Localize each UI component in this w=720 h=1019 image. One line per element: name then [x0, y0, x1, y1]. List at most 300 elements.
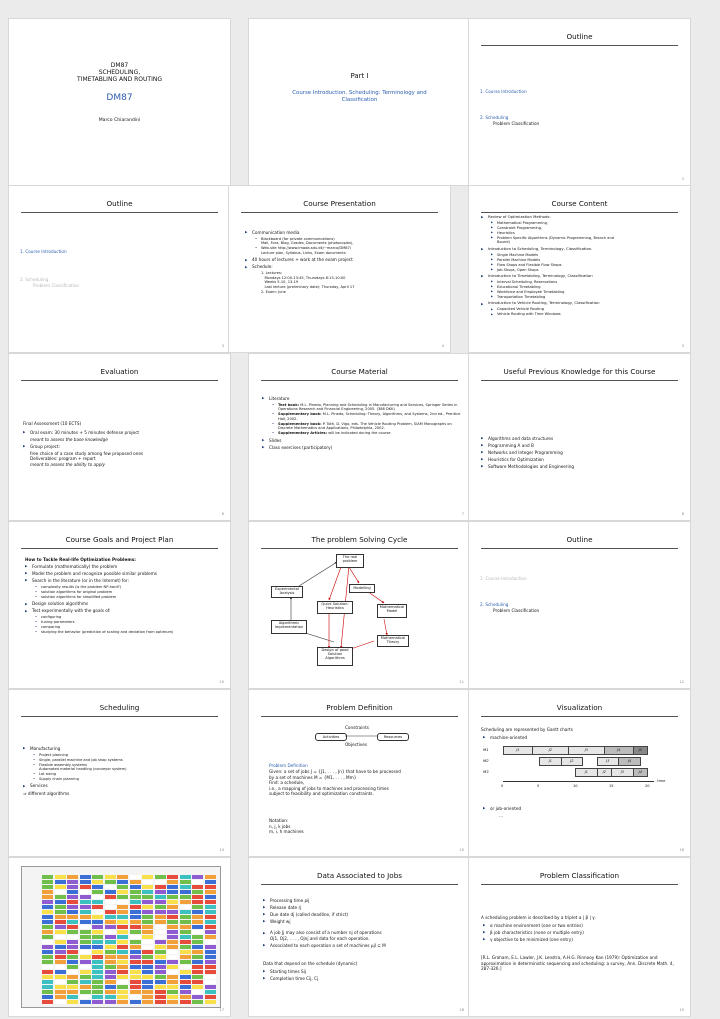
gantt-chart [481, 746, 681, 802]
schedule-cell [105, 885, 116, 889]
schedule-cell [80, 955, 91, 959]
course-name: DM87 [110, 62, 129, 69]
schedule-cell [142, 970, 153, 974]
schedule-cell [167, 900, 178, 904]
schedule-cell [205, 910, 216, 914]
schedule-cell [42, 955, 53, 959]
diagram-objectives: Objectives [345, 742, 368, 747]
schedule-cell [92, 985, 103, 989]
schedule-cell [105, 950, 116, 954]
schedule-cell [155, 980, 166, 984]
schedule-cell [92, 880, 103, 884]
schedule-cell [155, 955, 166, 959]
schedule-cell [105, 925, 116, 929]
schedule-cell [67, 880, 78, 884]
slide-previous-knowledge [469, 354, 690, 520]
schedule-cell [155, 1000, 166, 1004]
schedule-cell [180, 970, 191, 974]
schedule-cell [92, 875, 103, 879]
schedule-cell [142, 880, 153, 884]
schedule-cell [142, 935, 153, 939]
schedule-cell [42, 965, 53, 969]
schedule-cell [205, 935, 216, 939]
outline-item-1[interactable]: 1. Course Introduction [480, 576, 527, 581]
schedule-cell [192, 910, 203, 914]
slide-title: Outline [566, 535, 593, 544]
sub-bullet: ▶ Vehicle Routing with Time Windows [481, 312, 686, 317]
schedule-cell [67, 995, 78, 999]
title-rule [21, 548, 218, 549]
schedule-cell [155, 880, 166, 884]
bullet: ▶ Search in the literature (or in the Internet) for: [25, 578, 225, 584]
node-mathematical-theory: Mathematical Theory [377, 635, 409, 647]
definition-line: subject to feasibility and optimization constraints. [269, 791, 374, 796]
schedule-cell [42, 910, 53, 914]
node-mathematical-model: Mathematical Model [377, 604, 407, 618]
node-experimental-analysis: Experimental Analysis [271, 586, 303, 598]
schedule-cell [130, 980, 141, 984]
schedule-cell [42, 875, 53, 879]
bullet: ▶ Completion time Cij, Cj [263, 976, 318, 982]
schedule-cell [167, 890, 178, 894]
schedule-cell [205, 945, 216, 949]
bullet: ▶ Oral exam: 30 minutes + 5 minutes defense project [23, 430, 223, 436]
schedule-cell [42, 960, 53, 964]
bullet: ▶ Due date dj (called deadline, if strict) [263, 912, 463, 918]
schedule-cell [205, 975, 216, 979]
sub-bullet: • Supplementary book: M.L. Pinedo, Scheduling: Theory, Algorithms, and Systems, 2nd ed., Prentice Hall, 2002. [262, 412, 462, 421]
sub-bullet: ▶ Transportation Timetabling [481, 295, 686, 300]
node-modelling: Modelling [349, 584, 375, 593]
schedule-cell [105, 890, 116, 894]
schedule-cell [92, 965, 103, 969]
schedule-cell [155, 900, 166, 904]
bullet: ▶ Literature [262, 396, 462, 402]
schedule-cell [55, 960, 66, 964]
schedule-cell [117, 990, 128, 994]
schedule-cell [80, 910, 91, 914]
schedule-cell [192, 940, 203, 944]
bullet: ▶ Introduction to Vehicle Routing, Terminology, Classification [481, 301, 686, 306]
schedule-cell [67, 875, 78, 879]
schedule-cell [55, 885, 66, 889]
schedule-cell [205, 995, 216, 999]
schedule-cell [117, 910, 128, 914]
definition-heading: Problem Definition [269, 763, 308, 768]
schedule-cell [192, 875, 203, 879]
schedule-cell [192, 945, 203, 949]
schedule-cell [42, 935, 53, 939]
slide-course-material [249, 354, 470, 520]
schedule-cell [192, 980, 203, 984]
sub-bullet: • Text book: M.L. Pinedo, Planning and Scheduling in Manufacturing and Services, Springer Series in Operations Research and Financial Engineering, 2005. (388 DKK) [262, 403, 462, 412]
schedule-cell [205, 1000, 216, 1004]
sub-bullet: • configuring [25, 615, 225, 620]
schedule-cell [167, 910, 178, 914]
definition-line: i.e., a mapping of jobs to machines and processing times [269, 785, 389, 791]
schedule-cell [80, 965, 91, 969]
schedule-cell [192, 950, 203, 954]
schedule-cell [92, 1000, 103, 1004]
schedule-cell [167, 950, 178, 954]
schedule-cell [205, 880, 216, 884]
schedule-cell [67, 965, 78, 969]
sub-bullet: • solution algorithms for simplified problem [25, 595, 225, 600]
schedule-cell [55, 875, 66, 879]
schedule-cell [67, 970, 78, 974]
title-rule [261, 380, 458, 381]
schedule-cell [42, 915, 53, 919]
schedule-cell [205, 925, 216, 929]
schedule-cell [80, 915, 91, 919]
bullet: ▶ Slides [262, 438, 462, 444]
schedule-cell [130, 965, 141, 969]
bullet: ▶ α machine environment (one or two entries) [483, 923, 683, 929]
schedule-cell [155, 930, 166, 934]
schedule-cell [80, 925, 91, 929]
schedule-grid-image [21, 866, 221, 1008]
schedule-cell [117, 965, 128, 969]
schedule-cell [167, 990, 178, 994]
schedule-cell [67, 920, 78, 924]
title-rule [481, 380, 678, 381]
schedule-cell [92, 905, 103, 909]
ellipsis: ... [499, 812, 503, 818]
title-rule [21, 716, 218, 717]
schedule-cell [105, 995, 116, 999]
schedule-cell [167, 875, 178, 879]
schedule-cell [117, 900, 128, 904]
outline-subitem[interactable]: Problem Classification [493, 121, 540, 126]
schedule-cell [205, 900, 216, 904]
part-label: Part I [350, 72, 369, 80]
slide-outline-3 [469, 522, 690, 688]
schedule-cell [192, 985, 203, 989]
schedule-cell [117, 985, 128, 989]
gantt-bar: J2 [597, 768, 612, 777]
schedule-cell [117, 875, 128, 879]
schedule-cell [80, 885, 91, 889]
bullet: ▶ Release date rj [263, 905, 463, 911]
schedule-cell [155, 910, 166, 914]
schedule-cell [180, 950, 191, 954]
outline-subitem[interactable]: Problem Classification [33, 283, 80, 288]
schedule-cell [142, 945, 153, 949]
schedule-cell [142, 975, 153, 979]
slide-problem-solving-cycle [249, 522, 470, 688]
node-design-algorithms: Design of good Solution Algorithms [317, 647, 353, 666]
schedule-cell [155, 950, 166, 954]
schedule-cell [80, 980, 91, 984]
schedule-cell [167, 975, 178, 979]
sub-bullet: ▶ Constraint Programming, [481, 226, 686, 231]
schedule-cell [155, 975, 166, 979]
schedule-cell [42, 925, 53, 929]
schedule-cell [142, 890, 153, 894]
bullet: ▶ Formulate (mathematically) the problem [25, 564, 225, 570]
tick-label: 15 [609, 784, 614, 788]
author-name: Marco Chiarandini [98, 118, 141, 123]
gantt-bar: J4 [618, 757, 641, 766]
machine-label: M1 [483, 747, 489, 752]
diagram-activities: Activities [315, 733, 347, 741]
schedule-cell [67, 900, 78, 904]
node-real-problem: The real problem [336, 554, 364, 568]
schedule-cell [80, 945, 91, 949]
schedule-cell [192, 990, 203, 994]
schedule-cell [92, 915, 103, 919]
schedule-cell [180, 915, 191, 919]
schedule-cell [180, 905, 191, 909]
schedule-cell [67, 915, 78, 919]
schedule-cell [105, 975, 116, 979]
schedule-cell [180, 990, 191, 994]
schedule-cell [167, 885, 178, 889]
schedule-cell [167, 920, 178, 924]
schedule-cell [117, 920, 128, 924]
schedule-cell [130, 985, 141, 989]
page-number: 18 [459, 1008, 464, 1012]
schedule-cell [130, 940, 141, 944]
outline-item-2[interactable]: 2. Scheduling [20, 277, 49, 282]
sub-bullet: ▶ Educational Timetabling [481, 285, 686, 290]
schedule-cell [105, 920, 116, 924]
schedule-cell [142, 885, 153, 889]
schedule-cell [67, 930, 78, 934]
numbered-item: 1. Lectures: Mondays 12:00-13:45, Thursdays 8:15-10:00 Weeks 5-10, 13-19 Last lecture (preliminary date): Thursday, April 17 [261, 271, 355, 290]
schedule-cell [117, 955, 128, 959]
schedule-cell [205, 990, 216, 994]
schedule-cell [130, 950, 141, 954]
gantt-bar: J3 [611, 768, 634, 777]
outline-subitem[interactable]: Problem Classification [493, 608, 540, 613]
sub-bullet: ▶ Interval Scheduling, Reservations [481, 280, 686, 285]
schedule-cell [67, 950, 78, 954]
schedule-cell [42, 995, 53, 999]
schedule-cell [42, 975, 53, 979]
schedule-cell [180, 920, 191, 924]
schedule-cell [180, 940, 191, 944]
outline-item-1[interactable]: 1. Course Introduction [480, 89, 527, 94]
schedule-cell [155, 965, 166, 969]
schedule-cell [55, 905, 66, 909]
schedule-cell [105, 895, 116, 899]
page-number: 16 [679, 848, 684, 852]
schedule-cell [117, 925, 128, 929]
bullet: ▶ β job characteristics (none or multiple entry) [483, 930, 683, 936]
schedule-cell [105, 955, 116, 959]
schedule-cell [155, 875, 166, 879]
sub-bullet: • Project planning [23, 753, 223, 758]
page-number: 5 [681, 344, 684, 348]
sub-bullet: • solution algorithms for original problem [25, 590, 225, 595]
slide-scheduling [9, 690, 230, 856]
bullet: ▶ Review of Optimization Methods: [481, 215, 686, 220]
schedule-cell [192, 1000, 203, 1004]
schedule-cell [155, 940, 166, 944]
schedule-cell [142, 980, 153, 984]
schedule-cell [67, 980, 78, 984]
slide-title: Problem Definition [326, 703, 393, 712]
bullet: ▶ Introduction to Timetabling, Terminology, Classification [481, 274, 686, 279]
schedule-cell [142, 950, 153, 954]
diagram-resources: Resources [377, 733, 409, 741]
bullet: ▶ Test experimentally with the goals of: [25, 608, 225, 614]
schedule-cell [192, 915, 203, 919]
schedule-cell [167, 935, 178, 939]
schedule-cell [192, 920, 203, 924]
section-heading: How to Tackle Real-life Optimization Problems: [25, 557, 136, 562]
schedule-cell [117, 930, 128, 934]
schedule-cell [42, 945, 53, 949]
schedule-cell [42, 905, 53, 909]
assessment-label: Final Assessment (10 ECTS) [23, 421, 82, 426]
schedule-cell [192, 955, 203, 959]
definition-line: Find: a schedule, [269, 780, 305, 785]
schedule-cell [180, 890, 191, 894]
schedule-cell [80, 875, 91, 879]
slide-title: Visualization [556, 703, 603, 712]
schedule-cell [205, 955, 216, 959]
schedule-cell [205, 890, 216, 894]
schedule-cell [67, 975, 78, 979]
schedule-cell [192, 995, 203, 999]
schedule-cell [167, 965, 178, 969]
schedule-cell [130, 960, 141, 964]
schedule-cell [180, 880, 191, 884]
schedule-cell [130, 900, 141, 904]
definition-line: Given: a set of jobs J = {J1, . . . , Jn} that have to be processed [269, 769, 401, 774]
schedule-cell [155, 895, 166, 899]
schedule-cell [67, 935, 78, 939]
page-number: 4 [441, 344, 444, 348]
bullet: ▶ Software Methodologies and Engineering [481, 464, 681, 470]
detail: Deliverables: program + report [30, 456, 96, 462]
schedule-cell [180, 965, 191, 969]
schedule-cell [105, 960, 116, 964]
schedule-cell [80, 950, 91, 954]
schedule-cell [142, 985, 153, 989]
schedule-cell [117, 940, 128, 944]
slide-outline-2 [9, 186, 230, 352]
reference: [R.L. Graham, E.L. Lawler, J.K. Lenstra, A.H.G. Rinnooy Kan (1979): Optimization and approximation in deterministic sequencing and scheduling: a survey, Ann. Discrete Math. 4, 287-326.] [481, 955, 674, 971]
bullet: ▶ Starting times Sij [263, 969, 318, 975]
sub-bullet: ▶ Capacited Vehicle Routing [481, 307, 686, 312]
schedule-cell [92, 935, 103, 939]
schedule-cell [117, 885, 128, 889]
title-rule [481, 548, 678, 549]
schedule-cell [42, 930, 53, 934]
schedule-cell [80, 940, 91, 944]
title-rule [481, 884, 678, 885]
schedule-cell [142, 920, 153, 924]
outline-item-2[interactable]: 2. Scheduling [480, 602, 509, 607]
sub-bullet: ▶ Single Machine Models [481, 253, 686, 258]
title-rule [21, 380, 218, 381]
schedule-cell [80, 1000, 91, 1004]
schedule-cell [205, 940, 216, 944]
schedule-cell [117, 950, 128, 954]
schedule-cell [67, 925, 78, 929]
schedule-cell [105, 905, 116, 909]
schedule-cell [80, 935, 91, 939]
outline-item-2[interactable]: 2. Scheduling [480, 115, 509, 120]
schedule-cell [105, 930, 116, 934]
slide-title: Course Material [331, 367, 388, 376]
schedule-cell [155, 890, 166, 894]
schedule-cell [117, 1000, 128, 1004]
schedule-cell [55, 980, 66, 984]
bullet: ▶ Networks and Integer Programming [481, 450, 681, 456]
sub-bullet: • Supplementary book: P. Toth, D. Vigo, eds. The Vehicle Routing Problem, SIAM Monographs on Discrete Mathematics and Applications, Philadelphia, 2002. [262, 422, 462, 431]
schedule-cell [167, 960, 178, 964]
page-number: 2 [681, 177, 684, 181]
slide-title: Outline [566, 32, 593, 41]
schedule-cell [180, 910, 191, 914]
page-number: 6 [221, 512, 224, 516]
schedule-cell [167, 905, 178, 909]
schedule-cell [92, 955, 103, 959]
schedule-cell [192, 975, 203, 979]
slide-title: Course Content [551, 199, 608, 208]
sub-bullet: • Web-site http://www.imada.sdu.dk/~marco/DM87/ Lecture plan, Syllabus, Links, Exam documents [245, 246, 445, 255]
course-line2: SCHEDULING, [98, 69, 141, 76]
schedule-cell [105, 875, 116, 879]
schedule-cell [130, 955, 141, 959]
sub-bullet: ▶ Workforce and Employee Timetabling [481, 290, 686, 295]
schedule-cell [117, 905, 128, 909]
bullet: ▶ Services [23, 783, 223, 789]
schedule-cell [42, 990, 53, 994]
sub-bullet: • tuning parameters [25, 620, 225, 625]
schedule-cell [192, 930, 203, 934]
intro-line: Scheduling are represented by Gantt charts [481, 727, 573, 732]
schedule-cell [167, 880, 178, 884]
gantt-bar: J3 [597, 757, 620, 766]
schedule-cell [92, 950, 103, 954]
schedule-cell [142, 960, 153, 964]
schedule-cell [192, 880, 203, 884]
schedule-cell [180, 875, 191, 879]
schedule-cell [80, 985, 91, 989]
schedule-cell [180, 945, 191, 949]
arrow [299, 562, 337, 586]
schedule-cell [180, 1000, 191, 1004]
sub-bullet: ▶ Heuristics [481, 231, 686, 236]
schedule-cell [92, 930, 103, 934]
outline-item-1[interactable]: 1. Course Introduction [20, 249, 67, 254]
schedule-cell [117, 995, 128, 999]
schedule-cell [180, 925, 191, 929]
schedule-cell [205, 970, 216, 974]
schedule-cell [80, 970, 91, 974]
schedule-cell [55, 945, 66, 949]
schedule-cell [55, 940, 66, 944]
schedule-cell [55, 995, 66, 999]
schedule-cell [67, 910, 78, 914]
schedule-cell [180, 900, 191, 904]
schedule-cell [80, 880, 91, 884]
note: meant to assess the ability to apply [30, 461, 106, 467]
node-quick-solution: Quick Solution: Heuristics [317, 601, 353, 614]
schedule-cell [155, 990, 166, 994]
page-number: 12 [679, 680, 684, 684]
sub-bullet: • Blackboard (for private communications) Mail, Fora, Blog, Grades, Documents (photocopies), [245, 237, 445, 246]
schedule-cell [142, 955, 153, 959]
schedule-cell [42, 1000, 53, 1004]
schedule-cell [117, 975, 128, 979]
gantt-bar: J4 [604, 746, 634, 755]
